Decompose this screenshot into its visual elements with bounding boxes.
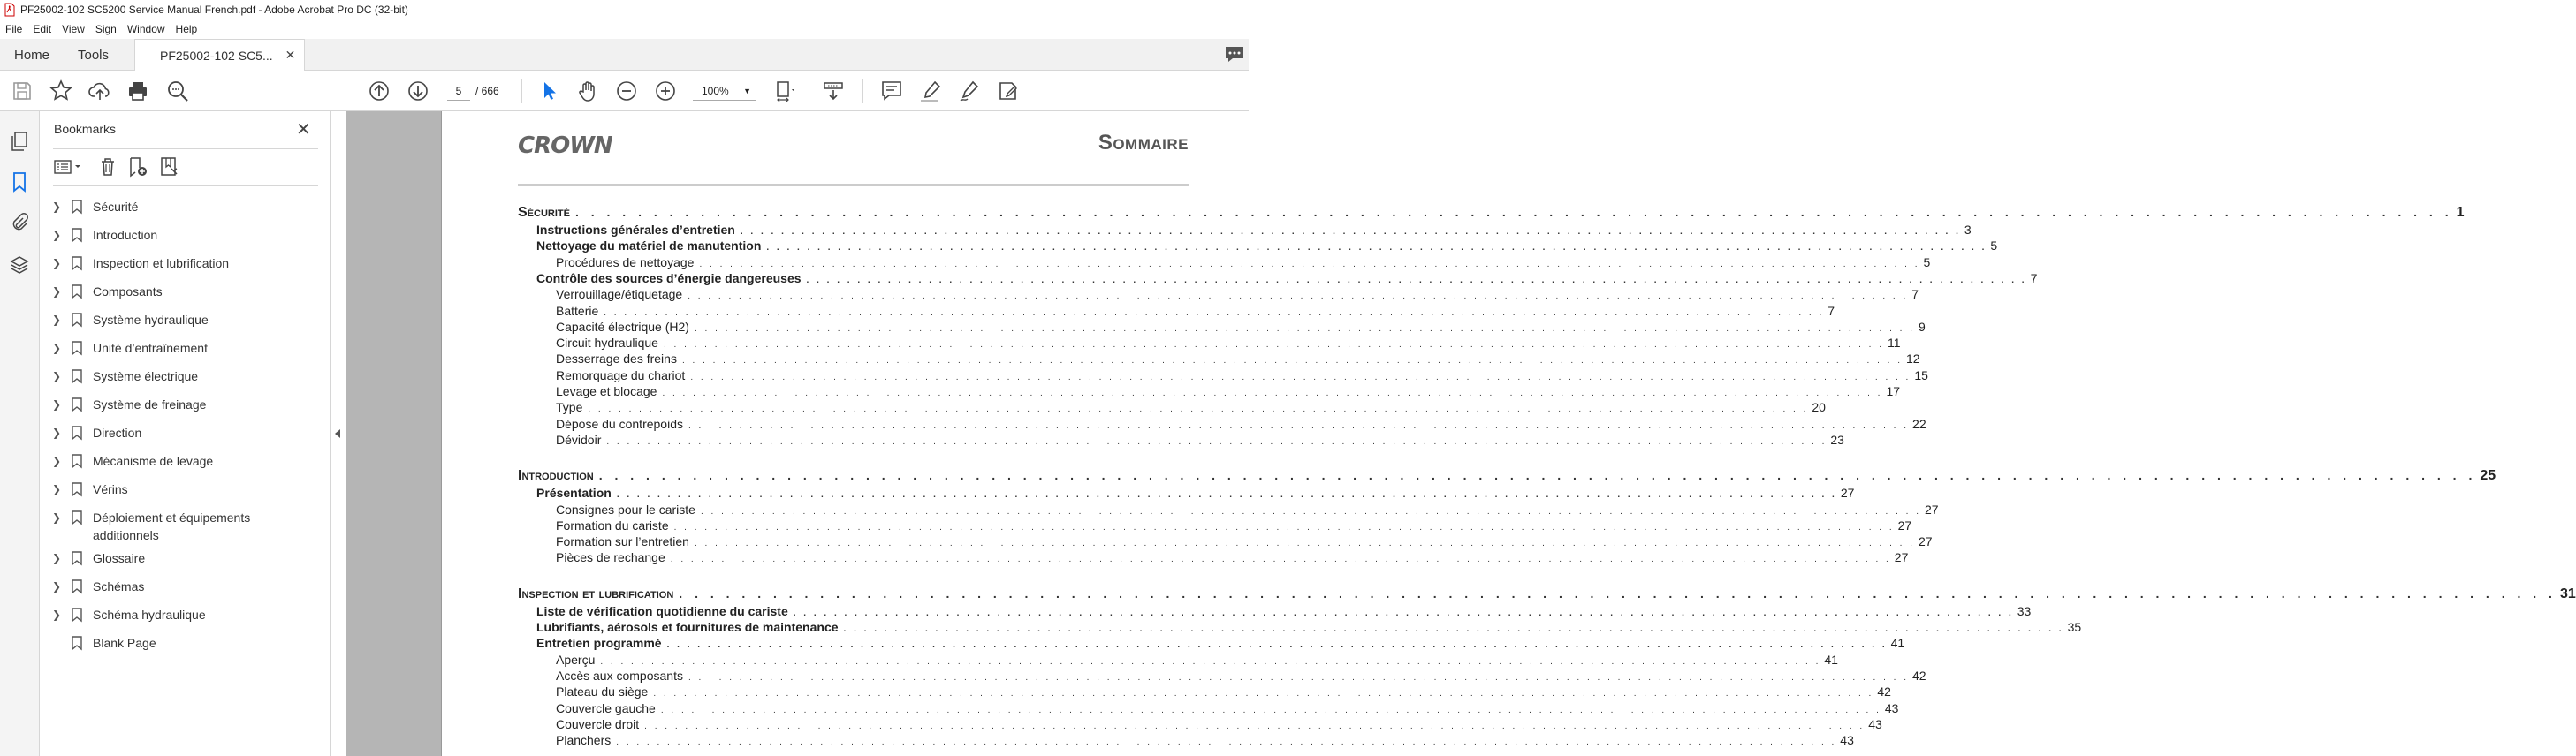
bookmark-icon xyxy=(72,256,82,270)
toc-page-number: 42 xyxy=(1912,668,1926,683)
toc-page-number: 3 xyxy=(1964,223,1972,237)
chevron-right-icon[interactable]: ❯ xyxy=(52,200,62,213)
toc-page-number: 5 xyxy=(1923,254,1931,269)
title-bar xyxy=(0,0,1249,19)
toc-page-number: 43 xyxy=(1884,700,1899,715)
comment-panel-icon[interactable] xyxy=(1225,46,1244,64)
bookmark-icon xyxy=(72,510,82,525)
bookmark-icon xyxy=(72,341,82,355)
toc-leader-dots: . . . . . . . . . . . . . . . . . . . . . . . . . . . . . . . . . . . . . . . . . . . . . . . . . . . . . . . . . . . . . . . . . . . . . . . . . . . . . . . . . . . . . . . . . . . . . . . . . . . . . . . . . . . . . . . . . . . . . . . . xyxy=(653,689,1874,699)
select-cursor-icon[interactable] xyxy=(537,79,560,102)
window-title: PF25002-102 SC5200 Service Manual French.pdf - Adobe Acrobat Pro DC (32-bit) xyxy=(20,4,408,16)
toc-entry-title: Capacité électrique (H2) xyxy=(556,320,695,334)
header-rule xyxy=(518,184,1189,186)
delete-bookmark-icon[interactable] xyxy=(95,156,116,178)
toc-leader-dots: . . . . . . . . . . . . . . . . . . . . . . . . . . . . . . . . . . . . . . . . . . . . . . . . . . . . . . . . . . . . . . . . . . . . . . . . . . . . . . . . . . . . . . . . . . . . . . . . . . . . . . . . . . . . . . . . . . . . . . . . xyxy=(663,340,1884,351)
toc-leader-dots: . . . . . . . . . . . . . . . . . . . . . . . . . . . . . . . . . . . . . . . . . . . . . . . . . . . . . . . . . . . . . . . . . . . . . . . . . . . . . . . . . . . . . . . . . . . . . . . . . . . . . . . . . . . . . . . . . . . . . . . . xyxy=(673,522,1895,533)
toc-entry-title: Dévidoir xyxy=(556,433,606,447)
toc-entry[interactable] xyxy=(518,238,1998,253)
toc-page-number: 41 xyxy=(1824,652,1838,667)
toc-entry-title: Contrôle des sources d’énergie dangereuses xyxy=(536,271,807,285)
page-thumbnails-icon[interactable] xyxy=(9,131,30,152)
toc-page-number: 27 xyxy=(1894,550,1909,565)
toc-section[interactable] xyxy=(518,205,2465,221)
toc-entry[interactable] xyxy=(518,620,2082,634)
toc-leader-dots: . . . . . . . . . . . . . . . . . . . . . . . . . . . . . . . . . . . . . . . . . . . . . . . . . . . . . . . . . . . . . . . . . . . . . . . . . . . . . . . . . . . . . . . . . . . . . . . . . . . . . . . . . . . . . . . . . . . . . . . . xyxy=(606,436,1828,447)
toc-leader-dots: . . . . . . . . . . . . . . . . . . . . . . . . . . . . . . . . . . . . . . . . . . . . . . . . . . . . . . . . . . . . . . . . . . . . . . . . . . . . . . . . . . . . . . . . . . . . . . . . . . . . . . . . . . . . . . . . . . . . . . . . xyxy=(688,291,1909,302)
toc-entry-title: Circuit hydraulique xyxy=(556,336,664,350)
toc-leader-dots: . . . . . . . . . . . . . . . . . . . . . . . . . . . . . . . . . . . . . . . . . . . . . . . . . . . . . . . . . . . . . . . . . . . . . . . . . . . . . . . . . . . . . . . . . . . . . . . . . . . . . . . . . . . . . . . . . . . . . . . . xyxy=(699,259,1920,269)
toc-leader-dots: . . . . . . . . . . . . . . . . . . . . . . . . . . . . . . . . . . . . . . . . . . . . . . . . . . . . . . . . . . . . . . . . . . . . . . . . . . . . . . . . . . . . . . . . . . . . . . . . . . . . . . . . . . . . . . . . . . . . . . . . xyxy=(679,586,2557,601)
toc-leader-dots: . . . . . . . . . . . . . . . . . . . . . . . . . . . . . . . . . . . . . . . . . . . . . . . . . . . . . . . . . . . . . . . . . . . . . . . . . . . . . . . . . . . . . . . . . . . . . . . . . . . . . . . . . . . . . . . . . . . . . . . . xyxy=(600,656,1821,667)
bookmark-item[interactable] xyxy=(52,311,278,329)
toc-leader-dots: . . . . . . . . . . . . . . . . . . . . . . . . . . . . . . . . . . . . . . . . . . . . . . . . . . . . . . . . . . . . . . . . . . . . . . . . . . . . . . . . . . . . . . . . . . . . . . . . . . . . . . . . . . . . . . . . . . . . . . . . xyxy=(694,539,1915,549)
toc-entry-title: Consignes pour le cariste xyxy=(556,503,701,517)
bookmark-label: Sécurité xyxy=(93,200,139,214)
toc-entry-title: Type xyxy=(556,400,588,414)
toc-leader-dots: . . . . . . . . . . . . . . . . . . . . . . . . . . . . . . . . . . . . . . . . . . . . . . . . . . . . . . . . . . . . . . . . . . . . . . . . . . . . . . . . . . . . . . . . . . . . . . . . . . . . . . . . . . . . . . . . . . . . . . . . xyxy=(662,389,1883,398)
bookmarks-panel-title: Bookmarks xyxy=(54,122,117,136)
toc-page-number: 43 xyxy=(1840,733,1854,748)
chevron-right-icon[interactable]: ❯ xyxy=(52,552,62,564)
chevron-right-icon[interactable]: ❯ xyxy=(52,455,62,467)
toc-entry[interactable] xyxy=(518,367,1928,382)
toc-entry[interactable] xyxy=(518,603,2032,618)
bookmark-item[interactable] xyxy=(52,367,278,385)
chevron-right-icon[interactable]: ❯ xyxy=(52,370,62,382)
bookmark-item[interactable] xyxy=(52,634,278,652)
toc-entry-title: Liste de vérification quotidienne du cariste xyxy=(536,604,794,618)
toc-page-number: 42 xyxy=(1877,684,1891,699)
draw-pencil-icon[interactable] xyxy=(958,79,981,102)
menu-file[interactable]: File xyxy=(5,23,23,35)
toc-entry-title: Formation du cariste xyxy=(556,518,674,533)
toc-page-number: 7 xyxy=(1911,287,1919,302)
toc-entry-title: Remorquage du chariot xyxy=(556,368,690,382)
bookmark-item[interactable] xyxy=(52,424,278,442)
bookmark-label: Composants xyxy=(93,284,163,299)
bookmark-icon xyxy=(72,426,82,440)
toc-page-number: 23 xyxy=(1830,432,1844,447)
toc-section[interactable] xyxy=(518,468,2496,484)
toc-entry[interactable] xyxy=(518,432,1844,447)
toc-entry[interactable] xyxy=(518,502,1939,517)
bookmark-label: Schémas xyxy=(93,579,145,593)
bookmark-item[interactable] xyxy=(52,549,278,567)
toc-leader-dots: . . . . . . . . . . . . . . . . . . . . . . . . . . . . . . . . . . . . . . . . . . . . . . . . . . . . . . . . . . . . . . . . . . . . . . . . . . . . . . . . . . . . . . . . . . . . . . . . . . . . . . . . . . . . . . . . . . . . . . . . xyxy=(616,490,1837,501)
toc-page-number: 27 xyxy=(1918,534,1933,549)
bookmark-icon xyxy=(72,369,82,383)
star-bookmark-icon[interactable] xyxy=(49,79,72,102)
navigation-rail xyxy=(0,111,40,756)
bookmark-label: Direction xyxy=(93,426,142,440)
toc-page-number: 33 xyxy=(2017,603,2032,618)
toc-leader-dots: . . . . . . . . . . . . . . . . . . . . . . . . . . . . . . . . . . . . . . . . . . . . . . . . . . . . . . . . . . . . . . . . . . . . . . . . . . . . . . . . . . . . . . . . . . . . . . . . . . . . . . . . . . . . . . . . . . . . . . . . xyxy=(644,721,1866,731)
fill-sign-icon[interactable] xyxy=(997,79,1020,102)
toc-page-number: 15 xyxy=(1914,367,1928,382)
toc-entry-title: Nettoyage du matériel de manutention xyxy=(536,238,766,253)
toc-entry-title: Présentation xyxy=(536,486,617,500)
bookmark-icon xyxy=(72,313,82,327)
toc-leader-dots: . . . . . . . . . . . . . . . . . . . . . . . . . . . . . . . . . . . . . . . . . . . . . . . . . . . . . . . . . . . . . . . . . . . . . . . . . . . . . . . . . . . . . . . . . . . . . . . . . . . . . . . . . . . . . . . . . . . . . . . . xyxy=(688,420,1910,431)
bookmark-item[interactable] xyxy=(52,606,278,624)
bookmark-item[interactable] xyxy=(52,509,278,544)
toc-entry[interactable] xyxy=(518,700,1899,715)
toc-entry-title: Pièces de rechange xyxy=(556,550,671,564)
toc-leader-dots: . . . . . . . . . . . . . . . . . . . . . . . . . . . . . . . . . . . . . . . . . . . . . . . . . . . . . . . . . . . . . . . . . . . . . . . . . . . . . . . . . . . . . . . . . . . . . . . . . . . . . . . . . . . . . . . . . . . . . . . . xyxy=(690,372,1911,382)
toolbar-divider xyxy=(521,79,522,103)
toc-entry[interactable] xyxy=(518,287,1919,302)
tab-document[interactable] xyxy=(134,39,305,72)
page-title: Sommaire xyxy=(1098,131,1189,155)
toc-leader-dots: . . . . . . . . . . . . . . . . . . . . . . . . . . . . . . . . . . . . . . . . . . . . . . . . . . . . . . . . . . . . . . . . . . . . . . . . . . . . . . . . . . . . . . . . . . . . . . . . . . . . . . . . . . . . . . . . . . . . . . . . xyxy=(694,323,1915,334)
toc-leader-dots: . . . . . . . . . . . . . . . . . . . . . . . . . . . . . . . . . . . . . . . . . . . . . . . . . . . . . . . . . . . . . . . . . . . . . . . . . . . . . . . . . . . . . . . . . . . . . . . . . . . . . . . . . . . . . . . . . . . . . . . . xyxy=(574,205,2453,219)
hand-tool-icon[interactable] xyxy=(576,79,599,102)
toc-entry-title: Aperçu xyxy=(556,653,600,667)
toc-entry[interactable] xyxy=(518,733,1854,748)
bookmark-label: Blank Page xyxy=(93,636,156,650)
zoom-in-icon[interactable] xyxy=(654,79,677,102)
bookmark-label: Introduction xyxy=(93,228,158,242)
zoom-out-icon[interactable] xyxy=(615,79,638,102)
toc-page-number: 12 xyxy=(1905,352,1920,367)
comment-icon[interactable] xyxy=(880,79,903,102)
toc-entry-title: Levage et blocage xyxy=(556,384,662,398)
toolbar-divider xyxy=(862,79,863,103)
toc-leader-dots: . . . . . . . . . . . . . . . . . . . . . . . . . . . . . . . . . . . . . . . . . . . . . . . . . . . . . . . . . . . . . . . . . . . . . . . . . . . . . . . . . . . . . . . . . . . . . . . . . . . . . . . . . . . . . . . . . . . . . . . . xyxy=(616,737,1837,748)
toc-page-number: 27 xyxy=(1840,486,1855,501)
bookmark-label: Glossaire xyxy=(93,551,146,565)
toc-entry[interactable] xyxy=(518,636,1905,651)
toc-entry-title: Batterie xyxy=(556,304,604,318)
toc-leader-dots: . . . . . . . . . . . . . . . . . . . . . . . . . . . . . . . . . . . . . . . . . . . . . . . . . . . . . . . . . . . . . . . . . . . . . . . . . . . . . . . . . . . . . . . . . . . . . . . . . . . . . . . . . . . . . . . . . . . . . . . . xyxy=(604,307,1825,318)
toc-leader-dots: . . . . . . . . . . . . . . . . . . . . . . . . . . . . . . . . . . . . . . . . . . . . . . . . . . . . . . . . . . . . . . . . . . . . . . . . . . . . . . . . . . . . . . . . . . . . . . . . . . . . . . . . . . . . . . . . . . . . . . . . xyxy=(598,468,2477,483)
bookmark-item[interactable] xyxy=(52,254,278,272)
toc-entry-title: Procédures de nettoyage xyxy=(556,255,699,269)
bookmark-item[interactable] xyxy=(52,578,278,595)
toc-entry-title: Planchers xyxy=(556,733,616,747)
toc-entry[interactable] xyxy=(518,684,1891,699)
zoom-level-select[interactable] xyxy=(693,81,756,101)
toc-page-number: 1 xyxy=(2456,205,2465,220)
toc-page-number: 7 xyxy=(2030,270,2038,285)
toc-entry-title: Lubrifiants, aérosols et fournitures de maintenance xyxy=(536,620,844,634)
toc-leader-dots: . . . . . . . . . . . . . . . . . . . . . . . . . . . . . . . . . . . . . . . . . . . . . . . . . . . . . . . . . . . . . . . . . . . . . . . . . . . . . . . . . . . . . . . . . . . . . . . . . . . . . . . . . . . . . . . . . . . . . . . . xyxy=(660,705,1881,715)
bookmark-item[interactable] xyxy=(52,480,278,498)
options-menu-icon[interactable] xyxy=(53,157,85,177)
toc-entry[interactable] xyxy=(518,534,1933,549)
toc-entry[interactable] xyxy=(518,223,1972,237)
upload-cloud-icon[interactable] xyxy=(88,79,111,102)
toc-leader-dots: . . . . . . . . . . . . . . . . . . . . . . . . . . . . . . . . . . . . . . . . . . . . . . . . . . . . . . . . . . . . . . . . . . . . . . . . . . . . . . . . . . . . . . . . . . . . . . . . . . . . . . . . . . . . . . . . . . . . . . . . xyxy=(666,640,1888,651)
bookmark-from-structure-icon[interactable] xyxy=(159,156,180,178)
toc-leader-dots: . . . . . . . . . . . . . . . . . . . . . . . . . . . . . . . . . . . . . . . . . . . . . . . . . . . . . . . . . . . . . . . . . . . . . . . . . . . . . . . . . . . . . . . . . . . . . . . . . . . . . . . . . . . . . . . . . . . . . . . . xyxy=(688,672,1909,683)
toc-entry[interactable] xyxy=(518,254,1931,269)
toc-entry[interactable] xyxy=(518,319,1926,334)
toc-entry[interactable] xyxy=(518,400,1826,415)
tab-bar xyxy=(0,39,1249,71)
bookmark-icon xyxy=(72,636,82,650)
bookmark-item[interactable] xyxy=(52,283,278,300)
page-fit-icon[interactable] xyxy=(774,79,797,102)
bookmark-label: Système de freinage xyxy=(93,397,207,412)
tab-document-label: PF25002-102 SC5... xyxy=(160,48,273,63)
bookmark-icon xyxy=(72,397,82,412)
scroll-mode-icon[interactable] xyxy=(822,79,845,102)
bookmark-item[interactable] xyxy=(52,226,278,244)
layers-icon[interactable] xyxy=(9,254,30,276)
toc-entry-title: Introduction xyxy=(518,468,599,484)
bookmark-item[interactable] xyxy=(52,339,278,357)
toc-leader-dots: . . . . . . . . . . . . . . . . . . . . . . . . . . . . . . . . . . . . . . . . . . . . . . . . . . . . . . . . . . . . . . . . . . . . . . . . . . . . . . . . . . . . . . . . . . . . . . . . . . . . . . . . . . . . . . . . . . . . . . . . xyxy=(670,555,1891,565)
toc-leader-dots: . . . . . . . . . . . . . . . . . . . . . . . . . . . . . . . . . . . . . . . . . . . . . . . . . . . . . . . . . . . . . . . . . . . . . . . . . . . . . . . . . . . . . . . . . . . . . . . . . . . . . . . . . . . . . . . . . . . . . . . . xyxy=(766,243,1987,253)
toc-page-number: 25 xyxy=(2480,468,2496,484)
menu-bar xyxy=(0,19,1249,39)
bookmark-label: Unité d’entraînement xyxy=(93,341,208,355)
toc-page-number: 9 xyxy=(1919,319,1926,334)
toc-entry[interactable] xyxy=(518,384,1901,398)
close-tab-icon[interactable]: ✕ xyxy=(285,48,296,62)
tab-home[interactable]: Home xyxy=(14,47,50,63)
chevron-right-icon[interactable]: ❯ xyxy=(52,229,62,241)
bookmark-icon xyxy=(72,200,82,214)
toc-entry[interactable] xyxy=(518,550,1909,565)
toc-leader-dots: . . . . . . . . . . . . . . . . . . . . . . . . . . . . . . . . . . . . . . . . . . . . . . . . . . . . . . . . . . . . . . . . . . . . . . . . . . . . . . . . . . . . . . . . . . . . . . . . . . . . . . . . . . . . . . . . . . . . . . . . xyxy=(700,506,1922,517)
chevron-right-icon[interactable]: ❯ xyxy=(52,285,62,298)
toc-leader-dots: . . . . . . . . . . . . . . . . . . . . . . . . . . . . . . . . . . . . . . . . . . . . . . . . . . . . . . . . . . . . . . . . . . . . . . . . . . . . . . . . . . . . . . . . . . . . . . . . . . . . . . . . . . . . . . . . . . . . . . . . xyxy=(793,608,2014,618)
bookmark-icon xyxy=(72,284,82,299)
menu-window[interactable]: Window xyxy=(126,23,165,35)
toc-entry[interactable] xyxy=(518,716,1882,731)
toc-page-number: 27 xyxy=(1897,518,1912,533)
save-icon[interactable] xyxy=(11,79,34,102)
bookmark-icon xyxy=(72,579,82,593)
toc-entry[interactable] xyxy=(518,336,1901,351)
bookmark-icon xyxy=(72,228,82,242)
toc-page-number: 41 xyxy=(1890,636,1905,651)
toc-section[interactable] xyxy=(518,586,2576,602)
toc-page-number: 11 xyxy=(1887,336,1901,351)
bookmark-label: Système hydraulique xyxy=(93,313,209,327)
toc-entry-title: Sécurité xyxy=(518,205,575,221)
next-page-icon[interactable] xyxy=(407,79,429,102)
bookmark-icon xyxy=(72,454,82,468)
toc-leader-dots: . . . . . . . . . . . . . . . . . . . . . . . . . . . . . . . . . . . . . . . . . . . . . . . . . . . . . . . . . . . . . . . . . . . . . . . . . . . . . . . . . . . . . . . . . . . . . . . . . . . . . . . . . . . . . . . . . . . . . . . . xyxy=(740,227,1961,237)
divider xyxy=(53,185,318,186)
divider xyxy=(53,148,318,149)
toc-entry-title: Instructions générales d’entretien xyxy=(536,223,741,237)
chevron-right-icon[interactable]: ❯ xyxy=(52,580,62,593)
chevron-right-icon[interactable]: ❯ xyxy=(52,511,62,524)
menu-view[interactable]: View xyxy=(62,23,85,35)
bookmark-label: Système électrique xyxy=(93,369,199,383)
toc-entry-title: Formation sur l’entretien xyxy=(556,534,695,548)
toc-page-number: 31 xyxy=(2559,586,2576,601)
zoom-search-icon[interactable] xyxy=(166,79,189,102)
bookmark-label: Schéma hydraulique xyxy=(93,608,206,622)
toc-page-number: 27 xyxy=(1925,502,1939,517)
page-number-input[interactable]: 5 xyxy=(447,81,470,101)
crown-logo: CROWN xyxy=(518,132,612,159)
toc-entry-title: Desserrage des freins xyxy=(556,352,682,366)
toc-page-number: 35 xyxy=(2067,620,2082,634)
menu-help[interactable]: Help xyxy=(175,23,198,35)
bookmark-label: Déploiement et équipements additionnels xyxy=(93,510,251,542)
toc-entry[interactable] xyxy=(518,668,1926,683)
toc-entry-title: Verrouillage/étiquetage xyxy=(556,287,688,301)
chevron-right-icon[interactable]: ❯ xyxy=(52,483,62,495)
toc-leader-dots: . . . . . . . . . . . . . . . . . . . . . . . . . . . . . . . . . . . . . . . . . . . . . . . . . . . . . . . . . . . . . . . . . . . . . . . . . . . . . . . . . . . . . . . . . . . . . . . . . . . . . . . . . . . . . . . . . . . . . . . . xyxy=(588,404,1809,415)
toc-entry[interactable] xyxy=(518,652,1838,667)
bookmark-item[interactable] xyxy=(52,396,278,413)
toc-page-number: 20 xyxy=(1812,400,1826,415)
menu-edit[interactable]: Edit xyxy=(33,23,52,35)
toc-page-number: 5 xyxy=(1990,238,1998,253)
pdf-page xyxy=(441,111,2576,756)
bookmark-item[interactable] xyxy=(52,452,278,470)
close-panel-icon[interactable]: ✕ xyxy=(296,120,311,140)
bookmark-label: Vérins xyxy=(93,482,128,496)
toc-entry[interactable] xyxy=(518,352,1920,367)
chevron-right-icon[interactable]: ❯ xyxy=(52,398,62,411)
toc-entry-title: Dépose du contrepoids xyxy=(556,417,688,431)
toc-entry-title: Couvercle gauche xyxy=(556,701,661,715)
toc-page-number: 22 xyxy=(1912,416,1926,431)
bookmarks-panel xyxy=(40,111,331,756)
tab-tools[interactable]: Tools xyxy=(78,47,110,63)
bookmark-item[interactable] xyxy=(52,198,278,215)
chevron-right-icon[interactable]: ❯ xyxy=(52,609,62,621)
chevron-right-icon[interactable]: ❯ xyxy=(52,314,62,326)
toc-entry-title: Accès aux composants xyxy=(556,669,688,683)
previous-page-icon[interactable] xyxy=(368,79,391,102)
zoom-level-value: 100% xyxy=(702,85,729,97)
menu-sign[interactable]: Sign xyxy=(95,23,117,35)
chevron-right-icon[interactable]: ❯ xyxy=(52,257,62,269)
bookmark-icon xyxy=(72,608,82,622)
page-total: / 666 xyxy=(475,85,499,97)
bookmarks-panel-icon[interactable] xyxy=(9,171,30,193)
chevron-down-icon: ▼ xyxy=(743,87,751,95)
toc-entry-title: Plateau du siège xyxy=(556,684,653,699)
chevron-right-icon[interactable]: ❯ xyxy=(52,427,62,439)
toc-leader-dots: . . . . . . . . . . . . . . . . . . . . . . . . . . . . . . . . . . . . . . . . . . . . . . . . . . . . . . . . . . . . . . . . . . . . . . . . . . . . . . . . . . . . . . . . . . . . . . . . . . . . . . . . . . . . . . . . . . . . . . . . xyxy=(843,624,2064,634)
bookmark-label: Inspection et lubrification xyxy=(93,256,230,270)
toc-entry[interactable] xyxy=(518,270,2038,285)
new-bookmark-icon[interactable] xyxy=(127,156,148,178)
bookmark-label: Mécanisme de levage xyxy=(93,454,214,468)
toc-entry-title: Entretien programmé xyxy=(536,636,667,650)
toc-leader-dots: . . . . . . . . . . . . . . . . . . . . . . . . . . . . . . . . . . . . . . . . . . . . . . . . . . . . . . . . . . . . . . . . . . . . . . . . . . . . . . . . . . . . . . . . . . . . . . . . . . . . . . . . . . . . . . . . . . . . . . . . xyxy=(681,356,1903,367)
attachments-paperclip-icon[interactable] xyxy=(9,212,30,233)
document-viewer[interactable] xyxy=(346,111,2576,756)
collapse-panel-icon[interactable] xyxy=(335,429,340,438)
toc-page-number: 7 xyxy=(1828,303,1835,318)
toc-page-number: 43 xyxy=(1868,716,1882,731)
chevron-right-icon[interactable]: ❯ xyxy=(52,342,62,354)
toc-entry[interactable] xyxy=(518,416,1926,431)
bookmark-icon xyxy=(72,482,82,496)
toc-entry[interactable] xyxy=(518,486,1855,501)
panel-splitter[interactable] xyxy=(331,111,346,756)
bookmark-icon xyxy=(72,551,82,565)
acrobat-pdf-icon xyxy=(4,4,15,16)
highlight-pen-icon[interactable] xyxy=(919,79,942,102)
toc-entry-title: Couvercle droit xyxy=(556,717,644,731)
toc-page-number: 17 xyxy=(1886,384,1901,398)
toc-entry[interactable] xyxy=(518,518,1912,533)
toc-entry-title: Inspection et lubrification xyxy=(518,586,679,602)
toc-entry[interactable] xyxy=(518,303,1835,318)
toc-leader-dots: . . . . . . . . . . . . . . . . . . . . . . . . . . . . . . . . . . . . . . . . . . . . . . . . . . . . . . . . . . . . . . . . . . . . . . . . . . . . . . . . . . . . . . . . . . . . . . . . . . . . . . . . . . . . . . . . . . . . . . . . xyxy=(806,275,2027,285)
print-icon[interactable] xyxy=(126,79,149,102)
